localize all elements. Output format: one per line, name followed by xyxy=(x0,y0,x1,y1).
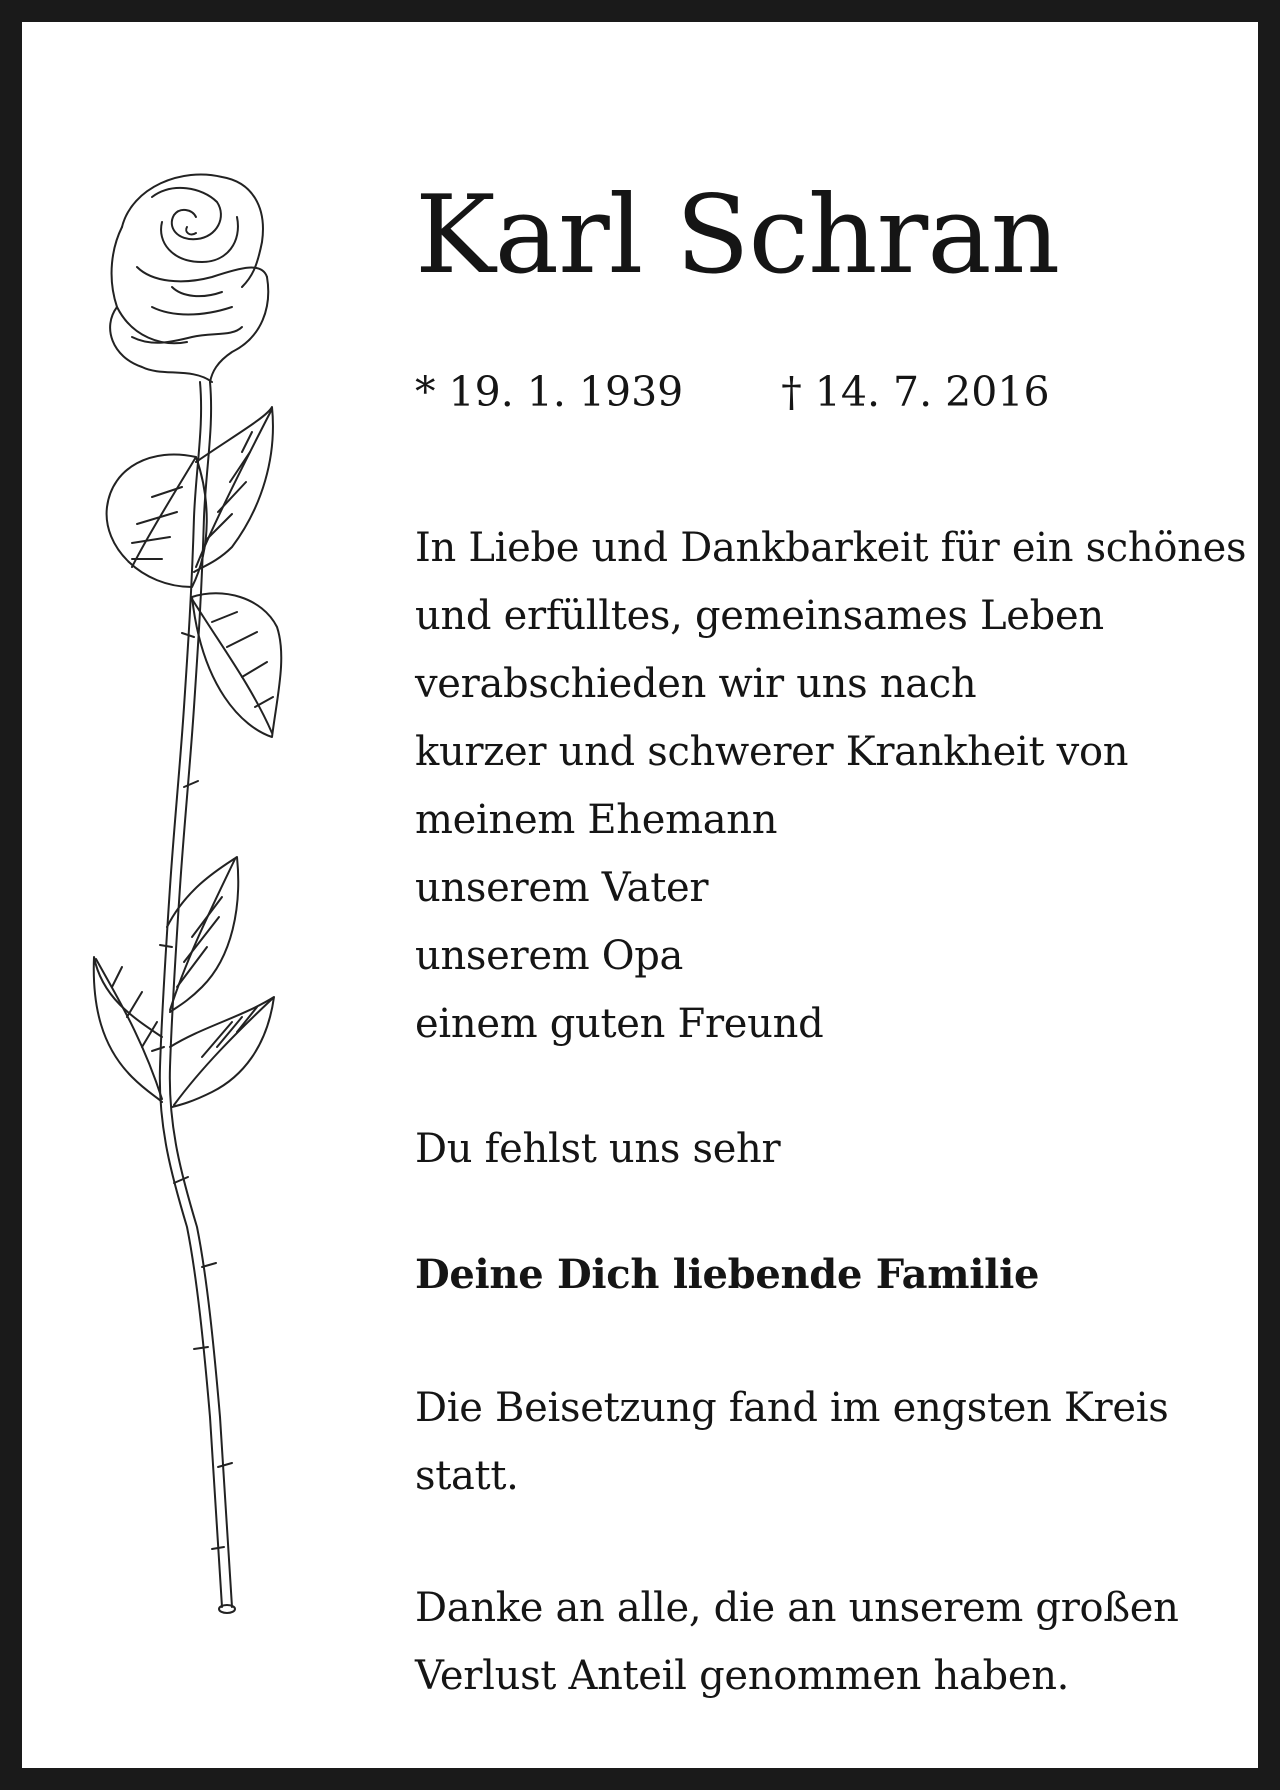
farewell-line: verabschieden wir uns nach xyxy=(415,661,977,707)
farewell-line: meinem Ehemann xyxy=(415,797,778,843)
farewell-line: und erfülltes, gemeinsames Leben xyxy=(415,593,1104,639)
missing-you-line: Du fehlst uns sehr xyxy=(415,1126,781,1172)
farewell-line: einem guten Freund xyxy=(415,1001,824,1047)
birth-date: * 19. 1. 1939 xyxy=(415,368,684,416)
rose-icon xyxy=(92,167,302,1627)
deceased-name: Karl Schran xyxy=(415,173,1060,298)
burial-note xyxy=(415,1374,1168,1510)
farewell-line: kurzer und schwerer Krankheit von xyxy=(415,729,1129,775)
farewell-line: In Liebe und Dankbarkeit für ein schönes xyxy=(415,525,1247,571)
farewell-text xyxy=(415,514,1246,1058)
thanks-note xyxy=(415,1574,1179,1710)
thanks-line: Verlust Anteil genommen haben. xyxy=(415,1653,1070,1699)
burial-line: Die Beisetzung fand im engsten Kreis xyxy=(415,1385,1169,1431)
thanks-line: Danke an alle, die an unserem großen xyxy=(415,1585,1179,1631)
family-signature: Deine Dich liebende Familie xyxy=(415,1251,1040,1298)
farewell-line: unserem Vater xyxy=(415,865,709,911)
death-date: † 14. 7. 2016 xyxy=(781,368,1050,416)
life-dates xyxy=(415,368,1050,416)
burial-line: statt. xyxy=(415,1453,519,1499)
farewell-line: unserem Opa xyxy=(415,933,684,979)
